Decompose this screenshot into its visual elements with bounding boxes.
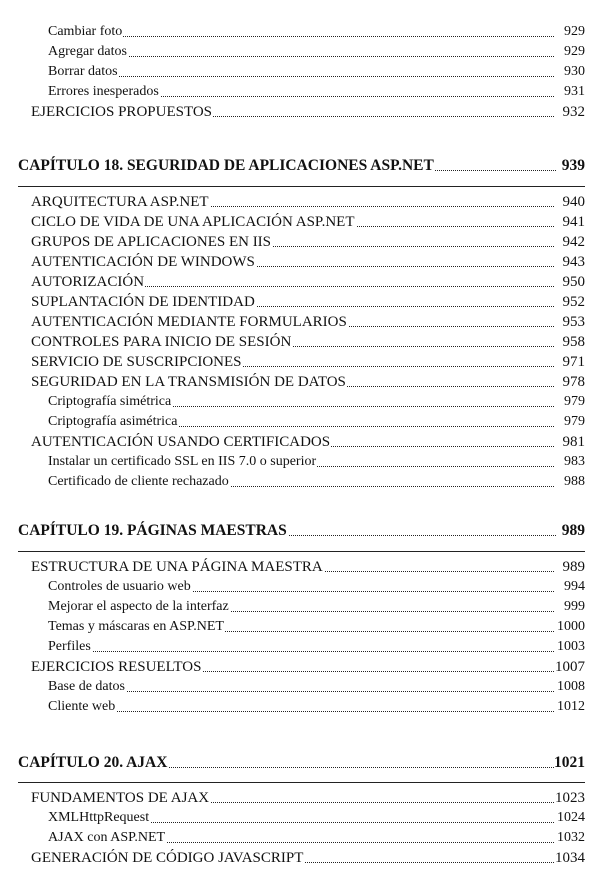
page-number: 999 [564,597,585,617]
chapter-heading [0,156,600,176]
toc-entry [0,192,600,212]
entry-title: Criptografía asimétrica [48,412,178,432]
toc-entry [0,272,600,292]
page-number: 989 [562,559,585,575]
entry-title: EJERCICIOS RESUELTOS [31,659,202,675]
toc-entry [0,828,600,848]
page-number: 929 [564,22,585,42]
toc-entry [0,22,600,42]
page-number: 1021 [554,754,585,771]
toc-entry [0,352,600,372]
page-number: 1034 [555,850,585,866]
page-number: 978 [562,374,585,390]
toc-entry [0,657,600,677]
page-number: 950 [562,274,585,290]
toc-entry [0,292,600,312]
page-number: 994 [564,577,585,597]
chapter-heading [0,753,600,773]
toc-entry [0,617,600,637]
page-number: 1003 [557,637,585,657]
entry-title: SUPLANTACIÓN DE IDENTIDAD [31,294,255,310]
dot-leader [48,651,554,652]
page-number: 1023 [555,790,585,806]
toc-entry [0,472,600,492]
page-number: 929 [564,42,585,62]
entry-title: CICLO DE VIDA DE UNA APLICACIÓN ASP.NET [31,214,355,230]
page-number: 940 [562,194,585,210]
entry-title: Cliente web [48,697,116,717]
page-number: 979 [564,392,585,412]
entry-title: FUNDAMENTOS DE AJAX [31,790,210,806]
toc-entry [0,557,600,577]
page-number: 988 [564,472,585,492]
dot-leader [48,76,554,77]
entry-title: Errores inesperados [48,82,160,102]
chapter-rule [18,551,585,552]
page-number: 1008 [557,677,585,697]
entry-title: Mejorar el aspecto de la interfaz [48,597,230,617]
page-number: 971 [562,354,585,370]
page-number: 931 [564,82,585,102]
toc-entry [0,232,600,252]
toc-entry [0,597,600,617]
entry-title: Base de datos [48,677,126,697]
entry-title: Agregar datos [48,42,128,62]
toc-entry [0,252,600,272]
page-number: 932 [562,104,585,120]
chapter-title: CAPÍTULO 20. AJAX [18,754,168,771]
toc-entry [0,677,600,697]
entry-title: Criptografía simétrica [48,392,172,412]
toc-entry [0,392,600,412]
entry-title: CONTROLES PARA INICIO DE SESIÓN [31,334,292,350]
page-number: 941 [562,214,585,230]
entry-title: ESTRUCTURA DE UNA PÁGINA MAESTRA [31,559,323,575]
entry-title: Certificado de cliente rechazado [48,472,230,492]
toc-entry [0,82,600,102]
entry-title: ARQUITECTURA ASP.NET [31,194,209,210]
entry-title: EJERCICIOS PROPUESTOS [31,104,213,120]
toc-entry [0,332,600,352]
entry-title: Temas y máscaras en ASP.NET [48,617,225,637]
entry-title: Perfiles [48,637,92,657]
toc-entry [0,808,600,828]
page-number: 981 [562,434,585,450]
toc-entry [0,102,600,122]
page-number: 942 [562,234,585,250]
page-number: 979 [564,412,585,432]
chapter-rule [18,782,585,783]
entry-title: Borrar datos [48,62,119,82]
entry-title: SEGURIDAD EN LA TRANSMISIÓN DE DATOS [31,374,346,390]
entry-title: AJAX con ASP.NET [48,828,166,848]
dot-leader [48,36,554,37]
toc-entry [0,788,600,808]
page-number: 952 [562,294,585,310]
page-number: 1000 [557,617,585,637]
page-number: 930 [564,62,585,82]
entry-title: SERVICIO DE SUSCRIPCIONES [31,354,242,370]
toc-entry [0,848,600,868]
entry-title: AUTORIZACIÓN [31,274,145,290]
entry-title: Instalar un certificado SSL en IIS 7.0 o superior [48,452,317,472]
entry-title: Cambiar foto [48,22,123,42]
chapter-rule [18,186,585,187]
entry-title: AUTENTICACIÓN USANDO CERTIFICADOS [31,434,331,450]
page-number: 989 [561,522,585,539]
page-number: 939 [561,157,585,174]
toc-entry [0,312,600,332]
chapter-heading [0,521,600,541]
entry-title: AUTENTICACIÓN DE WINDOWS [31,254,255,270]
toc-entry [0,697,600,717]
toc-entry [0,42,600,62]
page-number: 1032 [557,828,585,848]
entry-title: GRUPOS DE APLICACIONES EN IIS [31,234,272,250]
entry-title: GENERACIÓN DE CÓDIGO JAVASCRIPT [31,850,304,866]
chapter-title: CAPÍTULO 18. SEGURIDAD DE APLICACIONES ASP.NET [18,157,434,174]
page-number: 943 [562,254,585,270]
page-number: 953 [562,314,585,330]
dot-leader [48,711,554,712]
toc-entry [0,637,600,657]
toc-entry [0,412,600,432]
entry-title: AUTENTICACIÓN MEDIANTE FORMULARIOS [31,314,347,330]
chapter-title: CAPÍTULO 19. PÁGINAS MAESTRAS [18,522,287,539]
toc-entry [0,212,600,232]
toc-entry [0,62,600,82]
page-number: 983 [564,452,585,472]
toc-entry [0,452,600,472]
entry-title: XMLHttpRequest [48,808,150,828]
entry-title: Controles de usuario web [48,577,192,597]
toc-entry [0,372,600,392]
page-number: 958 [562,334,585,350]
page-number: 1024 [557,808,585,828]
page-number: 1012 [557,697,585,717]
page-number: 1007 [555,659,585,675]
toc-entry [0,432,600,452]
toc-entry [0,577,600,597]
